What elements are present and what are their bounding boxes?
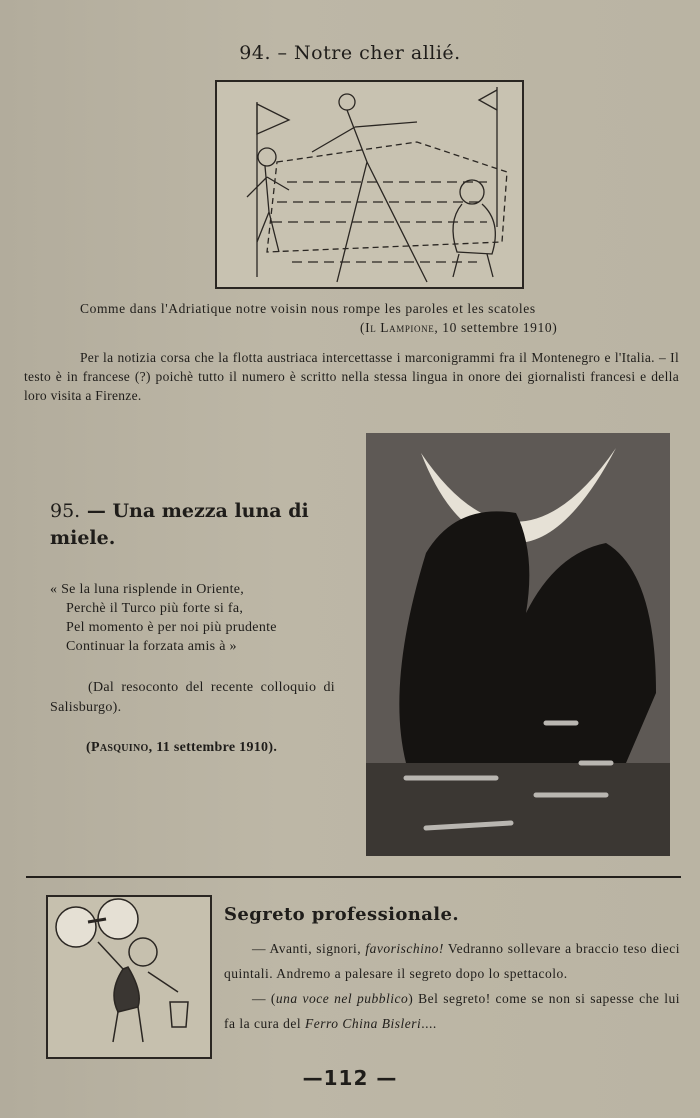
italic-text: favorischino!: [365, 941, 444, 956]
section-94-source: [360, 320, 557, 336]
segreto-paragraph-2: [224, 986, 680, 1036]
cartoon-half-moon-illustration: [366, 433, 670, 856]
verse-line: Continuar la forzata amis à »: [66, 639, 237, 654]
strongman-illustration: [46, 895, 212, 1059]
section-95-number: 95.: [50, 500, 81, 522]
cartoon-half-moon-drawing: [366, 433, 670, 856]
source-date: , 10 settembre 1910): [434, 320, 558, 335]
section-94-caption: Comme dans l'Adriatique notre voisin nous rompe les paroles et les scatoles: [80, 301, 536, 316]
strongman-drawing: [48, 897, 210, 1057]
section-95-note: (Dal resoconto del recente colloquio di Salisburgo).: [50, 680, 335, 715]
section-95-title: — Una mezza luna di miele.: [50, 500, 309, 549]
source-date: , 11 settembre 1910).: [148, 740, 278, 755]
section-divider: [26, 876, 681, 878]
text-run: — (: [252, 991, 276, 1006]
section-95-heading: [50, 498, 340, 552]
italic-text: una voce nel pubblico: [275, 991, 409, 1006]
section-94-paragraph: Per la notizia corsa che la flotta austriaca intercettasse i marconigrammi fra il Montenegro e l'Italia. – Il testo è in francese (?) poichè tutto il numero è scritto nella stessa lingua in onore dei giornalisti francesi e della loro visita a Firenze.: [24, 350, 679, 403]
source-journal: Il Lampione: [365, 320, 435, 335]
text-run: ) Bel segreto! come se non si sapesse che lui fa la cura del: [224, 991, 681, 1031]
segreto-body: [224, 936, 680, 1036]
source-open-paren: (: [360, 320, 366, 335]
segreto-title: Segreto professionale.: [224, 904, 460, 925]
section-95-verse: [50, 580, 350, 656]
cartoon-adriatic-illustration: [215, 80, 524, 289]
text-run: Vedranno sollevare a braccio teso dieci quintali. Andremo a palesare il segreto dopo lo spettacolo.: [224, 941, 680, 981]
segreto-paragraph-1: [224, 936, 680, 986]
text-run: ....: [421, 1016, 437, 1031]
section-95-source: [86, 740, 277, 756]
source-journal: Pasquino: [90, 740, 149, 755]
verse-line: Pel momento è per noi più prudente: [66, 620, 277, 635]
verse-line: Perchè il Turco più forte si fa,: [66, 601, 244, 616]
page-number: —112 —: [302, 1066, 398, 1090]
cartoon-adriatic-drawing: [217, 82, 522, 287]
text-run: — Avanti, signori,: [252, 941, 366, 956]
source-open-paren: (: [86, 740, 91, 755]
section-94-title: 94. – Notre cher allié.: [239, 42, 461, 64]
verse-line: « Se la luna risplende in Oriente,: [50, 582, 245, 597]
italic-text: Ferro China Bisleri: [304, 1016, 422, 1031]
